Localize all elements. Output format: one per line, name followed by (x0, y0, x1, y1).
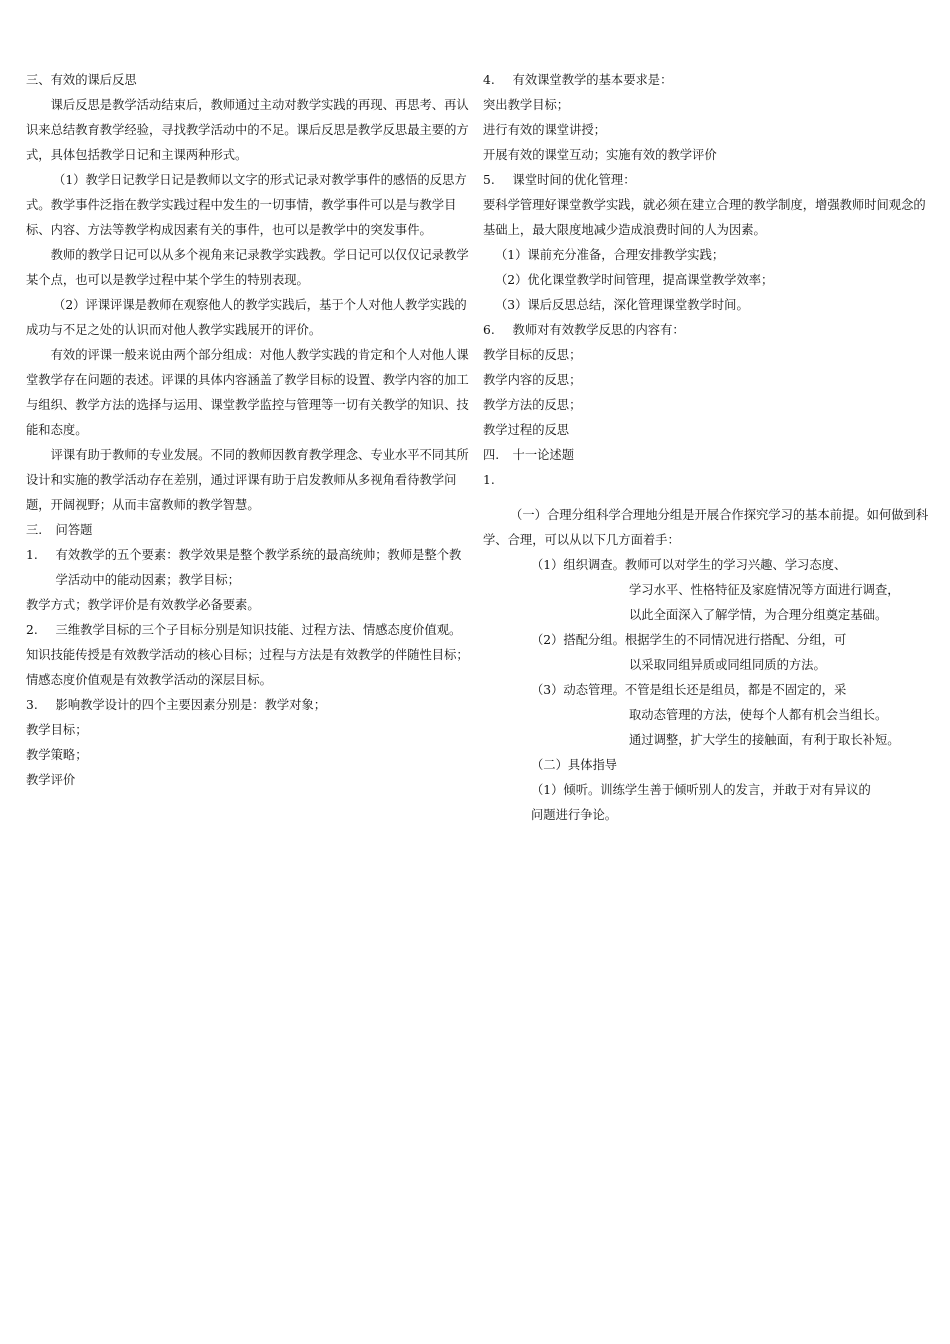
list-line: （1）课前充分准备，合理安排教学实践； (495, 248, 725, 262)
list-line: 以此全面深入了解学情，为合理分组奠定基础。 (629, 608, 888, 622)
numbered-item: 3. 影响教学设计的四个主要因素分别是：教学对象； (26, 698, 327, 712)
subheading: （二）具体指导 (531, 758, 618, 772)
paragraph: （1）教学日记教学日记是教师以文字的形式记录对教学事件的感悟的反思方式。教学事件泛指在教学实践过程中发生的一切事情，教学事件可以是与教学目标、内容、方法等教学构成因素有关的事件，也可以是教学中的突发事件。 (26, 173, 467, 237)
list-line: （1）倾听。训练学生善于倾听别人的发言，并敢于对有异议的 (531, 783, 871, 797)
list-line: 通过调整，扩大学生的接触面，有利于取长补短。 (629, 733, 900, 747)
numbered-item: 1. 有效教学的五个要素：教学效果是整个教学系统的最高统帅；教师是整个教学活动中的能动因素；教学目标； (26, 548, 462, 587)
list-line: 教学目标； (26, 723, 88, 737)
list-line: （3）动态管理。不管是组长还是组员，都是不固定的，采 (531, 683, 847, 697)
left-column (26, 68, 472, 793)
list-line: 以采取同组异质或同组同质的方法。 (629, 658, 826, 672)
list-line: 教学策略； (26, 748, 88, 762)
list-line: 教学方法的反思； (483, 398, 582, 412)
paragraph: （2）评课评课是教师在观察他人的教学实践后，基于个人对他人教学实践的成功与不足之处的认识而对他人教学实践展开的评价。 (26, 298, 467, 337)
numbered-item: 5. 课堂时间的优化管理： (483, 173, 636, 187)
list-line: 进行有效的课堂讲授； (483, 123, 606, 137)
section-heading-essay: 四. 十一论述题 (483, 448, 575, 462)
list-line: 教学内容的反思； (483, 373, 582, 387)
list-line: 教学目标的反思； (483, 348, 582, 362)
section-heading-qa: 三. 问答题 (26, 523, 93, 537)
paragraph: 评课有助于教师的专业发展。不同的教师因教育教学理念、专业水平不同其所设计和实施的教学活动存在差别，通过评课有助于启发教师从多视角看待教学问题，开阔视野；从而丰富教师的教学智慧。 (26, 448, 469, 512)
list-line: 问题进行争论。 (531, 808, 618, 822)
list-line: （1）组织调查。教师可以对学生的学习兴趣、学习态度、 (531, 558, 847, 572)
paragraph: 有效的评课一般来说由两个部分组成：对他人教学实践的肯定和个人对他人课堂教学存在问题的表述。评课的具体内容涵盖了教学目标的设置、教学内容的加工与组织、教学方法的选择与运用、课堂教学监控与管理等一切有关教学的知识、技能和态度。 (26, 348, 469, 437)
numbered-item: 6. 教师对有效教学反思的内容有： (483, 323, 685, 337)
paragraph: 要科学管理好课堂教学实践，就必须在建立合理的教学制度，增强教师时间观念的基础上，最大限度地减少造成浪费时间的人为因素。 (483, 198, 926, 237)
paragraph: （一）合理分组科学合理地分组是开展合作探究学习的基本前提。如何做到科学、合理，可以从以下几方面着手： (483, 508, 929, 547)
list-line: （2）搭配分组。根据学生的不同情况进行搭配、分组，可 (531, 633, 847, 647)
list-line: 学习水平、性格特征及家庭情况等方面进行调查， (629, 583, 900, 597)
right-column (483, 68, 931, 828)
list-line: 教学过程的反思 (483, 423, 570, 437)
section-heading-reflection: 三、有效的课后反思 (26, 73, 137, 87)
list-line: 开展有效的课堂互动；实施有效的教学评价 (483, 148, 717, 162)
list-line: 教学评价 (26, 773, 76, 787)
spacer (483, 493, 931, 503)
paragraph: 知识技能传授是有效教学活动的核心目标；过程与方法是有效教学的伴随性目标；情感态度价值观是有效教学活动的深层目标。 (26, 648, 469, 687)
list-line: （2）优化课堂教学时间管理，提高课堂教学效率； (495, 273, 774, 287)
paragraph: 课后反思是教学活动结束后，教师通过主动对教学实践的再现、再思考、再认识来总结教育教学经验，寻找教学活动中的不足。课后反思是教学反思最主要的方式，具体包括教学日记和主课两种形式。 (26, 98, 469, 162)
list-line: 突出教学目标； (483, 98, 570, 112)
paragraph: 教学方式；教学评价是有效教学必备要素。 (26, 598, 260, 612)
numbered-item: 2. 三维教学目标的三个子目标分别是知识技能、过程方法、情感态度价值观。 (26, 623, 462, 637)
list-line: （3）课后反思总结，深化管理课堂教学时间。 (495, 298, 749, 312)
essay-number: 1. (483, 473, 495, 487)
list-line: 取动态管理的方法，使每个人都有机会当组长。 (629, 708, 888, 722)
numbered-item: 4. 有效课堂教学的基本要求是： (483, 73, 673, 87)
paragraph: 教师的教学日记可以从多个视角来记录教学实践教。学日记可以仅仅记录教学某个点，也可以是教学过程中某个学生的特别表现。 (26, 248, 469, 287)
